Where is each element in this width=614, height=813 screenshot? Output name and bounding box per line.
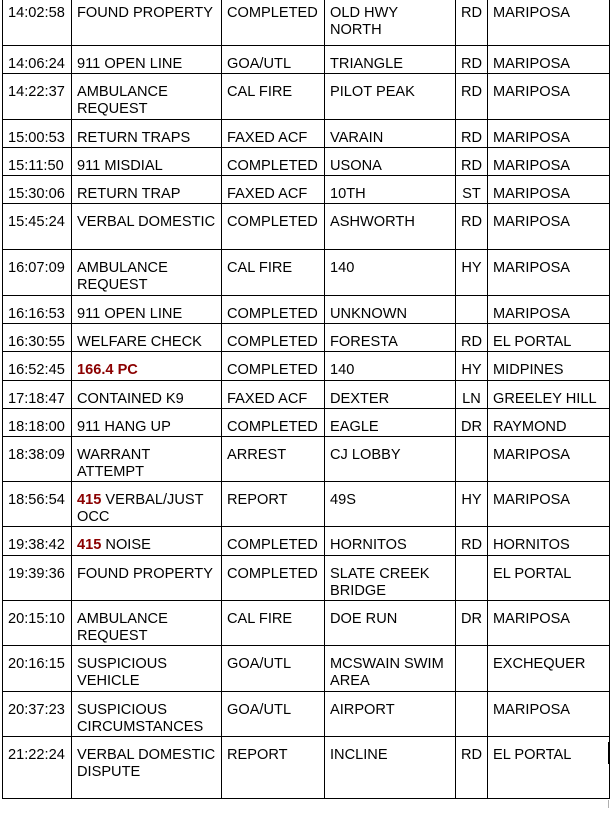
highlighted-code: 415 bbox=[77, 492, 102, 508]
call-time: 14:06:24 bbox=[8, 56, 65, 72]
call-type-cell bbox=[72, 527, 222, 556]
disposition-cell bbox=[222, 324, 325, 352]
call-type: AMBULANCE REQUEST bbox=[77, 84, 168, 117]
table-row bbox=[3, 120, 610, 148]
street-suffix-cell bbox=[456, 482, 488, 527]
street-suffix-cell bbox=[456, 46, 488, 74]
city-name: MARIPOSA bbox=[493, 158, 571, 174]
street-name: ASHWORTH bbox=[330, 214, 415, 230]
street-suffix: HY bbox=[461, 362, 482, 378]
street-name: DOE RUN bbox=[330, 611, 398, 627]
street-cell bbox=[325, 692, 456, 737]
street-name: HORNITOS bbox=[330, 537, 407, 553]
street-cell bbox=[325, 352, 456, 381]
time-cell bbox=[3, 601, 72, 646]
time-cell bbox=[3, 556, 72, 601]
city-cell bbox=[488, 0, 610, 46]
city-name: MARIPOSA bbox=[493, 5, 571, 21]
table-row bbox=[3, 527, 610, 556]
street-suffix: RD bbox=[460, 747, 483, 763]
call-time: 17:18:47 bbox=[8, 391, 65, 407]
table-row bbox=[3, 437, 610, 482]
call-type: AMBULANCE REQUEST bbox=[77, 611, 168, 644]
street-name: SLATE CREEK BRIDGE bbox=[330, 566, 430, 599]
call-type: AMBULANCE REQUEST bbox=[77, 260, 168, 293]
city-cell bbox=[488, 692, 610, 737]
table-row bbox=[3, 381, 610, 409]
disposition: COMPLETED bbox=[227, 419, 318, 435]
city-cell bbox=[488, 409, 610, 437]
city-name: MARIPOSA bbox=[493, 130, 571, 146]
street-suffix-cell bbox=[456, 692, 488, 737]
street-name: PILOT PEAK bbox=[330, 84, 415, 100]
disposition-cell bbox=[222, 692, 325, 737]
time-cell bbox=[3, 527, 72, 556]
street-cell bbox=[325, 46, 456, 74]
city-name: MARIPOSA bbox=[493, 611, 571, 627]
street-suffix-cell bbox=[456, 437, 488, 482]
call-type: SUSPICIOUS CIRCUMSTANCES bbox=[77, 702, 204, 735]
street-cell bbox=[325, 556, 456, 601]
street-name: UNKNOWN bbox=[330, 306, 408, 322]
call-time: 19:39:36 bbox=[8, 566, 65, 582]
call-log-table bbox=[2, 0, 610, 799]
call-type-cell bbox=[72, 352, 222, 381]
call-time: 18:38:09 bbox=[8, 447, 65, 463]
call-type-cell bbox=[72, 381, 222, 409]
call-time: 20:15:10 bbox=[8, 611, 65, 627]
time-cell bbox=[3, 381, 72, 409]
call-type: VERBAL DOMESTIC bbox=[77, 214, 216, 230]
call-time: 14:02:58 bbox=[8, 5, 65, 21]
street-cell bbox=[325, 737, 456, 799]
city-cell bbox=[488, 204, 610, 250]
call-type-cell bbox=[72, 120, 222, 148]
time-cell bbox=[3, 0, 72, 46]
city-name: MARIPOSA bbox=[493, 702, 571, 718]
call-type: NOISE bbox=[101, 537, 151, 553]
disposition-cell bbox=[222, 176, 325, 204]
table-row bbox=[3, 324, 610, 352]
street-name: 49S bbox=[330, 492, 356, 508]
city-name: MARIPOSA bbox=[493, 214, 571, 230]
street-cell bbox=[325, 0, 456, 46]
city-name: MARIPOSA bbox=[493, 447, 571, 463]
table-row bbox=[3, 601, 610, 646]
street-name: FORESTA bbox=[330, 334, 398, 350]
disposition-cell bbox=[222, 482, 325, 527]
street-cell bbox=[325, 296, 456, 324]
call-type-cell bbox=[72, 646, 222, 692]
call-time: 14:22:37 bbox=[8, 84, 65, 100]
time-cell bbox=[3, 646, 72, 692]
street-suffix-cell bbox=[456, 381, 488, 409]
street-cell bbox=[325, 437, 456, 482]
call-type: FOUND PROPERTY bbox=[77, 5, 213, 21]
city-name: EL PORTAL bbox=[493, 334, 572, 350]
city-name: EL PORTAL bbox=[493, 566, 572, 582]
time-cell bbox=[3, 250, 72, 296]
table-row bbox=[3, 296, 610, 324]
time-cell bbox=[3, 204, 72, 250]
call-type-cell bbox=[72, 324, 222, 352]
disposition: REPORT bbox=[227, 492, 288, 508]
street-cell bbox=[325, 120, 456, 148]
table-row bbox=[3, 692, 610, 737]
call-type-cell bbox=[72, 437, 222, 482]
disposition: COMPLETED bbox=[227, 214, 318, 230]
highlighted-code: 166.4 PC bbox=[77, 362, 138, 378]
call-type-cell bbox=[72, 482, 222, 527]
table-row bbox=[3, 148, 610, 176]
call-type: WARRANT ATTEMPT bbox=[77, 447, 150, 480]
street-name: AIRPORT bbox=[330, 702, 395, 718]
street-suffix: ST bbox=[462, 186, 481, 202]
city-cell bbox=[488, 381, 610, 409]
street-cell bbox=[325, 250, 456, 296]
call-type-cell bbox=[72, 0, 222, 46]
street-name: 10TH bbox=[330, 186, 366, 202]
call-type: VERBAL/JUST OCC bbox=[77, 492, 204, 525]
disposition: GOA/UTL bbox=[227, 702, 292, 718]
street-suffix-cell bbox=[456, 556, 488, 601]
street-cell bbox=[325, 409, 456, 437]
city-name: MARIPOSA bbox=[493, 306, 571, 322]
call-log-body bbox=[3, 0, 610, 799]
disposition-cell bbox=[222, 46, 325, 74]
time-cell bbox=[3, 437, 72, 482]
call-type-cell bbox=[72, 556, 222, 601]
street-cell bbox=[325, 527, 456, 556]
street-cell bbox=[325, 324, 456, 352]
call-time: 16:30:55 bbox=[8, 334, 65, 350]
city-cell bbox=[488, 148, 610, 176]
city-name: GREELEY HILL bbox=[493, 391, 597, 407]
street-suffix-cell bbox=[456, 737, 488, 799]
disposition-cell bbox=[222, 646, 325, 692]
call-type: CONTAINED K9 bbox=[77, 391, 184, 407]
street-suffix-cell bbox=[456, 646, 488, 692]
disposition-cell bbox=[222, 737, 325, 799]
call-type: SUSPICIOUS VEHICLE bbox=[77, 656, 168, 689]
street-suffix: RD bbox=[460, 84, 483, 100]
call-time: 20:37:23 bbox=[8, 702, 65, 718]
call-type: WELFARE CHECK bbox=[77, 334, 202, 350]
call-type: 911 HANG UP bbox=[77, 419, 171, 435]
city-cell bbox=[488, 296, 610, 324]
street-name: TRIANGLE bbox=[330, 56, 403, 72]
call-type-cell bbox=[72, 409, 222, 437]
disposition-cell bbox=[222, 352, 325, 381]
table-row bbox=[3, 176, 610, 204]
table-row bbox=[3, 0, 610, 46]
street-suffix: RD bbox=[460, 5, 483, 21]
street-cell bbox=[325, 176, 456, 204]
call-type: RETURN TRAP bbox=[77, 186, 181, 202]
time-cell bbox=[3, 148, 72, 176]
city-cell bbox=[488, 556, 610, 601]
time-cell bbox=[3, 120, 72, 148]
call-time: 15:45:24 bbox=[8, 214, 65, 230]
disposition: REPORT bbox=[227, 747, 288, 763]
city-cell bbox=[488, 646, 610, 692]
call-type: 911 OPEN LINE bbox=[77, 306, 183, 322]
call-time: 18:56:54 bbox=[8, 492, 65, 508]
city-cell bbox=[488, 120, 610, 148]
city-name: HORNITOS bbox=[493, 537, 570, 553]
time-cell bbox=[3, 46, 72, 74]
city-cell bbox=[488, 250, 610, 296]
street-suffix-cell bbox=[456, 324, 488, 352]
table-row bbox=[3, 250, 610, 296]
street-suffix: LN bbox=[462, 391, 481, 407]
disposition-cell bbox=[222, 120, 325, 148]
street-suffix: DR bbox=[460, 611, 483, 627]
disposition-cell bbox=[222, 74, 325, 120]
street-cell bbox=[325, 601, 456, 646]
call-type: VERBAL DOMESTIC DISPUTE bbox=[77, 747, 216, 780]
table-row bbox=[3, 352, 610, 381]
street-name: MCSWAIN SWIM AREA bbox=[330, 656, 444, 689]
call-time: 16:52:45 bbox=[8, 362, 65, 378]
disposition: FAXED ACF bbox=[227, 186, 308, 202]
disposition-cell bbox=[222, 296, 325, 324]
table-row bbox=[3, 74, 610, 120]
call-time: 21:22:24 bbox=[8, 747, 65, 763]
call-type-cell bbox=[72, 176, 222, 204]
city-name: MARIPOSA bbox=[493, 492, 571, 508]
street-cell bbox=[325, 204, 456, 250]
city-cell bbox=[488, 601, 610, 646]
street-suffix-cell bbox=[456, 409, 488, 437]
disposition-cell bbox=[222, 250, 325, 296]
street-suffix: RD bbox=[460, 537, 483, 553]
street-cell bbox=[325, 74, 456, 120]
time-cell bbox=[3, 692, 72, 737]
disposition: ARREST bbox=[227, 447, 287, 463]
street-name: OLD HWY NORTH bbox=[330, 5, 398, 38]
call-type: FOUND PROPERTY bbox=[77, 566, 213, 582]
street-suffix: RD bbox=[460, 158, 483, 174]
city-name: EXCHEQUER bbox=[493, 656, 586, 672]
disposition: CAL FIRE bbox=[227, 84, 293, 100]
street-suffix: RD bbox=[460, 56, 483, 72]
call-type-cell bbox=[72, 296, 222, 324]
disposition: COMPLETED bbox=[227, 306, 318, 322]
city-cell bbox=[488, 176, 610, 204]
street-suffix-cell bbox=[456, 601, 488, 646]
call-time: 18:18:00 bbox=[8, 419, 65, 435]
street-name: VARAIN bbox=[330, 130, 384, 146]
call-type-cell bbox=[72, 74, 222, 120]
street-cell bbox=[325, 381, 456, 409]
city-cell bbox=[488, 737, 610, 799]
city-cell bbox=[488, 352, 610, 381]
street-cell bbox=[325, 148, 456, 176]
street-suffix: HY bbox=[461, 492, 482, 508]
street-suffix-cell bbox=[456, 148, 488, 176]
call-type: RETURN TRAPS bbox=[77, 130, 191, 146]
city-cell bbox=[488, 74, 610, 120]
disposition-cell bbox=[222, 601, 325, 646]
street-suffix-cell bbox=[456, 250, 488, 296]
time-cell bbox=[3, 352, 72, 381]
call-type-cell bbox=[72, 737, 222, 799]
disposition: CAL FIRE bbox=[227, 611, 293, 627]
street-suffix: DR bbox=[460, 419, 483, 435]
city-cell bbox=[488, 482, 610, 527]
disposition-cell bbox=[222, 437, 325, 482]
call-time: 20:16:15 bbox=[8, 656, 65, 672]
time-cell bbox=[3, 737, 72, 799]
street-name: DEXTER bbox=[330, 391, 390, 407]
time-cell bbox=[3, 482, 72, 527]
call-type-cell bbox=[72, 148, 222, 176]
table-row bbox=[3, 646, 610, 692]
disposition-cell bbox=[222, 527, 325, 556]
street-name: EAGLE bbox=[330, 419, 379, 435]
page-edge-tick bbox=[608, 800, 609, 808]
disposition: COMPLETED bbox=[227, 5, 318, 21]
city-name: MARIPOSA bbox=[493, 260, 571, 276]
time-cell bbox=[3, 74, 72, 120]
city-name: MARIPOSA bbox=[493, 56, 571, 72]
city-name: MARIPOSA bbox=[493, 84, 571, 100]
disposition: COMPLETED bbox=[227, 362, 318, 378]
city-cell bbox=[488, 437, 610, 482]
call-type: 911 MISDIAL bbox=[77, 158, 163, 174]
disposition: GOA/UTL bbox=[227, 656, 292, 672]
disposition: COMPLETED bbox=[227, 537, 318, 553]
street-cell bbox=[325, 646, 456, 692]
disposition-cell bbox=[222, 556, 325, 601]
call-type-cell bbox=[72, 204, 222, 250]
time-cell bbox=[3, 409, 72, 437]
call-time: 19:38:42 bbox=[8, 537, 65, 553]
disposition: FAXED ACF bbox=[227, 391, 308, 407]
street-suffix-cell bbox=[456, 120, 488, 148]
street-suffix-cell bbox=[456, 176, 488, 204]
street-suffix: HY bbox=[461, 260, 482, 276]
disposition-cell bbox=[222, 409, 325, 437]
call-type-cell bbox=[72, 692, 222, 737]
street-suffix: RD bbox=[460, 130, 483, 146]
disposition: COMPLETED bbox=[227, 566, 318, 582]
call-time: 16:16:53 bbox=[8, 306, 65, 322]
call-time: 16:07:09 bbox=[8, 260, 65, 276]
street-suffix-cell bbox=[456, 296, 488, 324]
street-suffix: RD bbox=[460, 334, 483, 350]
time-cell bbox=[3, 296, 72, 324]
city-cell bbox=[488, 527, 610, 556]
disposition: COMPLETED bbox=[227, 334, 318, 350]
time-cell bbox=[3, 176, 72, 204]
street-name: USONA bbox=[330, 158, 382, 174]
time-cell bbox=[3, 324, 72, 352]
city-name: RAYMOND bbox=[493, 419, 567, 435]
street-suffix-cell bbox=[456, 352, 488, 381]
highlighted-code: 415 bbox=[77, 537, 102, 553]
table-row bbox=[3, 482, 610, 527]
table-row bbox=[3, 737, 610, 799]
street-suffix-cell bbox=[456, 0, 488, 46]
street-name: INCLINE bbox=[330, 747, 388, 763]
call-type-cell bbox=[72, 46, 222, 74]
call-time: 15:00:53 bbox=[8, 130, 65, 146]
table-row bbox=[3, 204, 610, 250]
disposition: CAL FIRE bbox=[227, 260, 293, 276]
table-row bbox=[3, 46, 610, 74]
street-suffix-cell bbox=[456, 527, 488, 556]
street-name: 140 bbox=[330, 362, 355, 378]
disposition-cell bbox=[222, 148, 325, 176]
disposition: FAXED ACF bbox=[227, 130, 308, 146]
city-cell bbox=[488, 324, 610, 352]
disposition-cell bbox=[222, 0, 325, 46]
call-time: 15:30:06 bbox=[8, 186, 65, 202]
disposition-cell bbox=[222, 381, 325, 409]
street-suffix: RD bbox=[460, 214, 483, 230]
table-row bbox=[3, 556, 610, 601]
disposition-cell bbox=[222, 204, 325, 250]
city-name: MARIPOSA bbox=[493, 186, 571, 202]
call-type-cell bbox=[72, 250, 222, 296]
street-name: CJ LOBBY bbox=[330, 447, 401, 463]
disposition: GOA/UTL bbox=[227, 56, 292, 72]
call-time: 15:11:50 bbox=[8, 158, 64, 174]
street-cell bbox=[325, 482, 456, 527]
call-type: 911 OPEN LINE bbox=[77, 56, 183, 72]
street-suffix-cell bbox=[456, 204, 488, 250]
page-edge-mark bbox=[608, 742, 609, 764]
city-cell bbox=[488, 46, 610, 74]
city-name: MIDPINES bbox=[493, 362, 564, 378]
call-type-cell bbox=[72, 601, 222, 646]
street-suffix-cell bbox=[456, 74, 488, 120]
disposition: COMPLETED bbox=[227, 158, 318, 174]
table-row bbox=[3, 409, 610, 437]
city-name: EL PORTAL bbox=[493, 747, 572, 763]
street-name: 140 bbox=[330, 260, 355, 276]
